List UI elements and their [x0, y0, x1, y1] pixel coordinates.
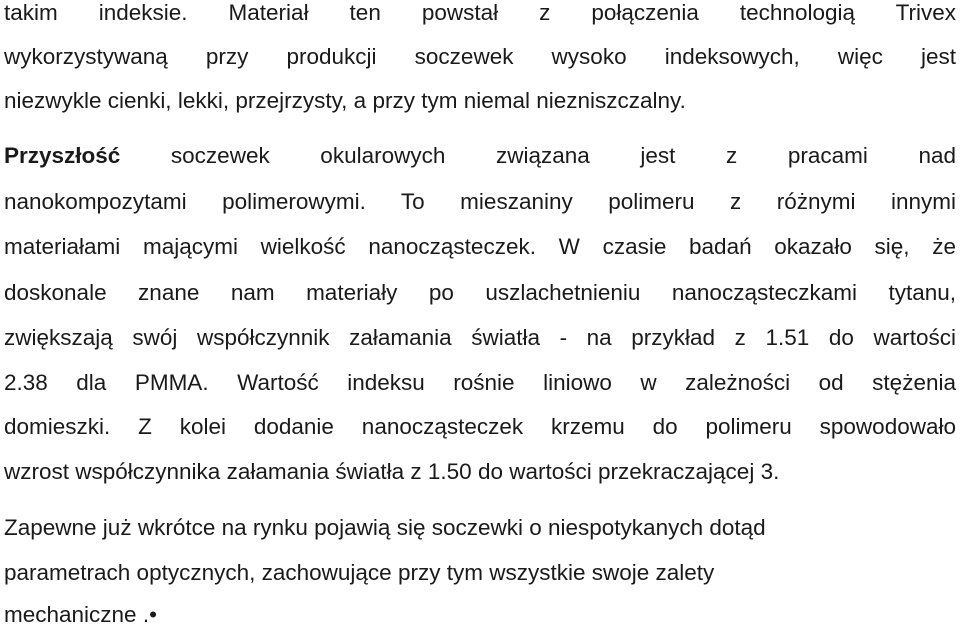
- paragraph-2-line-7: domieszki. Z kolei dodanie nanocząsteczek krzemu do polimeru spowodowało: [4, 414, 956, 439]
- paragraph-3-line-3: mechaniczne .•: [4, 602, 157, 626]
- paragraph-2-line-1: [4, 143, 956, 169]
- paragraph-2-line-4: doskonale znane nam materiały po uszlachetnieniu nanocząsteczkami tytanu,: [4, 280, 956, 305]
- paragraph-2-line-6: 2.38 dla PMMA. Wartość indeksu rośnie liniowo w zależności od stężenia: [4, 370, 956, 395]
- paragraph-2-line-2: nanokompozytami polimerowymi. To mieszaniny polimeru z różnymi innymi: [4, 189, 956, 214]
- paragraph-2-line-5: zwiększają swój współczynnik załamania światła - na przykład z 1.51 do wartości: [4, 325, 956, 350]
- emphasis-przyszlosc: Przyszłość: [4, 143, 121, 168]
- paragraph-3-line-1: Zapewne już wkrótce na rynku pojawią się soczewki o niespotykanych dotąd: [4, 515, 766, 540]
- paragraph-1-line-3: niezwykle cienki, lekki, przejrzysty, a przy tym niemal niezniszczalny.: [4, 88, 686, 113]
- paragraph-2-line-8: wzrost współczynnika załamania światła z 1.50 do wartości przekraczającej 3.: [4, 459, 780, 484]
- paragraph-2-line-3: materiałami mającymi wielkość nanocząsteczek. W czasie badań okazało się, że: [4, 234, 956, 259]
- paragraph-1-line-2: wykorzystywaną przy produkcji soczewek wysoko indeksowych, więc jest: [4, 44, 956, 69]
- paragraph-3-line-2: parametrach optycznych, zachowujące przy tym wszystkie swoje zalety: [4, 560, 715, 585]
- paragraph-2-line-1-rest: soczewek okularowych związana jest z pracami nad: [170, 143, 956, 168]
- paragraph-1-line-1: takim indeksie. Materiał ten powstał z połączenia technologią Trivex: [4, 0, 956, 25]
